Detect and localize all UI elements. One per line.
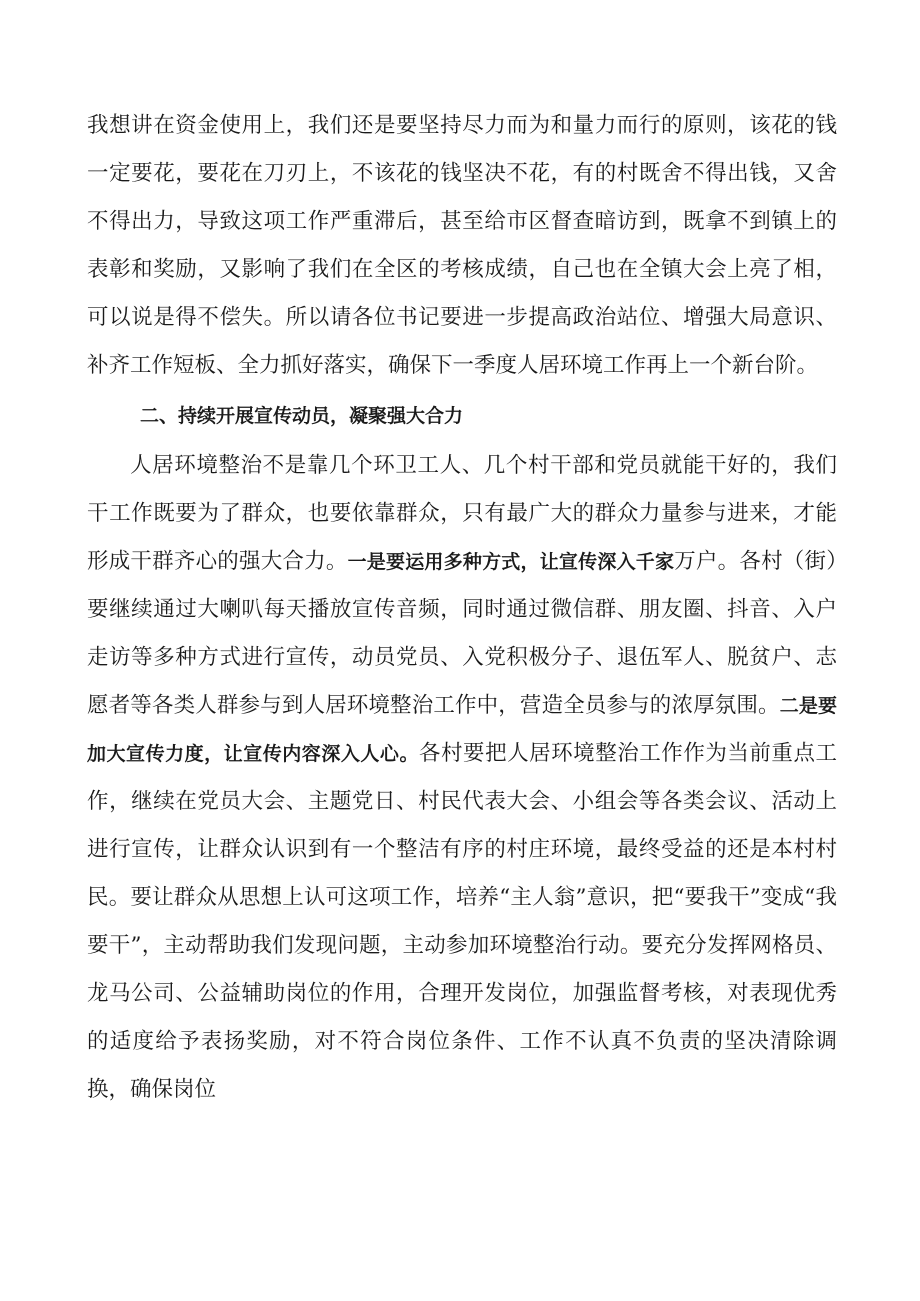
paragraph-text: 万户。各村（街）要继续通过大喇叭每天播放宣传音频，同时通过微信群、朋友圈、抖音、入户走访等多种方式进行宣传，动员党员、入党积极分子、退伍军人、脱贫户、志愿者等各类人群参与到人居环境整治工作中，营造全员参与的浓厚氛围。 [87, 549, 837, 718]
paragraph-text: 人居环境整治不是靠几个环卫工人、几个村干部和党员就能干好的，我们干工作既要为了群众，也要依靠群众，只有最广大的群众力量参与进来，才能形成干群齐心的强大合力。 [87, 453, 837, 574]
bold-point-2: 二是要加大宣传力度，让宣传内容深入人心。 [87, 695, 837, 765]
bold-point-1: 一是要运用多种方式，让宣传深入千家 [347, 551, 675, 573]
paragraph-text: 各村要把人居环境整治工作作为当前重点工作，继续在党员大会、主题党日、村民代表大会、小组会等各类会议、活动上进行宣传，让群众认识到有一个整洁有序的村庄环境，最终受益的还是本村村民。要让群众从思想上认可这项工作，培养“主人翁”意识，把“要我干”变成“我要干”，主动帮助我们发现问题，主动参加环境整治行动。要充分发挥网格员、龙马公司、公益辅助岗位的作用，合理开发岗位，加强监督考核，对表现优秀的适度给予表扬奖励，对不符合岗位条件、工作不认真不负责的坚决清除调换，确保岗位 [87, 741, 837, 1102]
section-heading-2: 二、持续开展宣传动员，凝聚强大合力 [140, 405, 464, 427]
document-page [87, 102, 837, 1114]
paragraph-publicity [87, 442, 837, 1114]
paragraph-resource-use: 我想讲在资金使用上，我们还是要坚持尽力而为和量力而行的原则，该花的钱一定要花，要花在刀刃上，不该花的钱坚决不花，有的村既舍不得出钱，又舍不得出力，导致这项工作严重滞后，甚至给市区督查暗访到，既拿不到镇上的表彰和奖励，又影响了我们在全区的考核成绩，自己也在全镇大会上亮了相，可以说是得不偿失。所以请各位书记要进一步提高政治站位、增强大局意识、补齐工作短板、全力抓好落实，确保下一季度人居环境工作再上一个新台阶。 [87, 113, 837, 378]
